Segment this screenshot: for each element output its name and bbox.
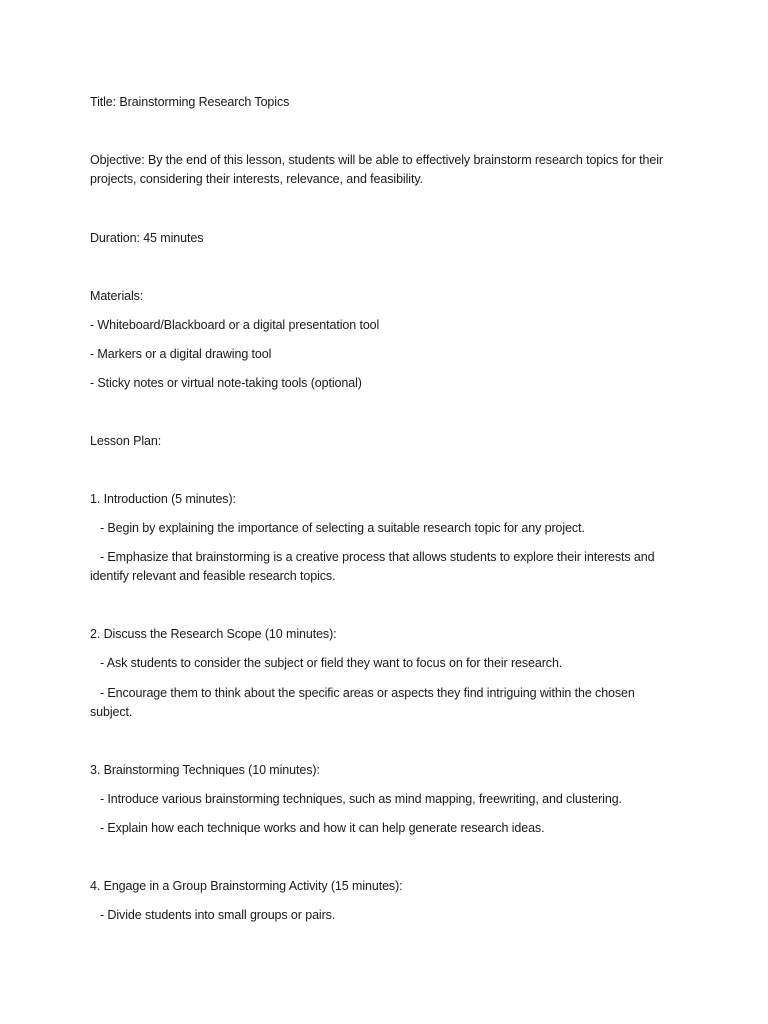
section-heading-group-activity: 4. Engage in a Group Brainstorming Activity (15 minutes): bbox=[90, 879, 403, 893]
section-point: - Ask students to consider the subject or field they want to focus on for their research. bbox=[100, 656, 563, 670]
materials-item: - Markers or a digital drawing tool bbox=[90, 347, 272, 361]
duration-line: Duration: 45 minutes bbox=[90, 231, 204, 245]
lesson-plan-heading: Lesson Plan: bbox=[90, 434, 162, 448]
objective-paragraph: Objective: By the end of this lesson, students will be able to effectively brainstorm research topics for their projects, considering their interests, relevance, and feasibility. bbox=[90, 153, 663, 186]
section-heading-brainstorming-techniques: 3. Brainstorming Techniques (10 minutes): bbox=[90, 763, 320, 777]
document-title: Title: Brainstorming Research Topics bbox=[90, 95, 290, 109]
section-heading-research-scope: 2. Discuss the Research Scope (10 minutes): bbox=[90, 627, 337, 641]
materials-item: - Sticky notes or virtual note-taking tools (optional) bbox=[90, 376, 362, 390]
materials-heading: Materials: bbox=[90, 289, 144, 303]
section-point: - Emphasize that brainstorming is a creative process that allows students to explore their interests and identify relevant and feasible research topics. bbox=[90, 550, 655, 583]
section-point: - Encourage them to think about the specific areas or aspects they find intriguing within the chosen subject. bbox=[90, 686, 635, 719]
section-point: - Introduce various brainstorming techniques, such as mind mapping, freewriting, and clustering. bbox=[100, 792, 622, 806]
materials-item: - Whiteboard/Blackboard or a digital presentation tool bbox=[90, 318, 380, 332]
section-point: - Explain how each technique works and how it can help generate research ideas. bbox=[100, 821, 545, 835]
section-point: - Divide students into small groups or pairs. bbox=[100, 908, 336, 922]
section-point: - Begin by explaining the importance of selecting a suitable research topic for any project. bbox=[100, 521, 585, 535]
section-heading-introduction: 1. Introduction (5 minutes): bbox=[90, 492, 236, 506]
